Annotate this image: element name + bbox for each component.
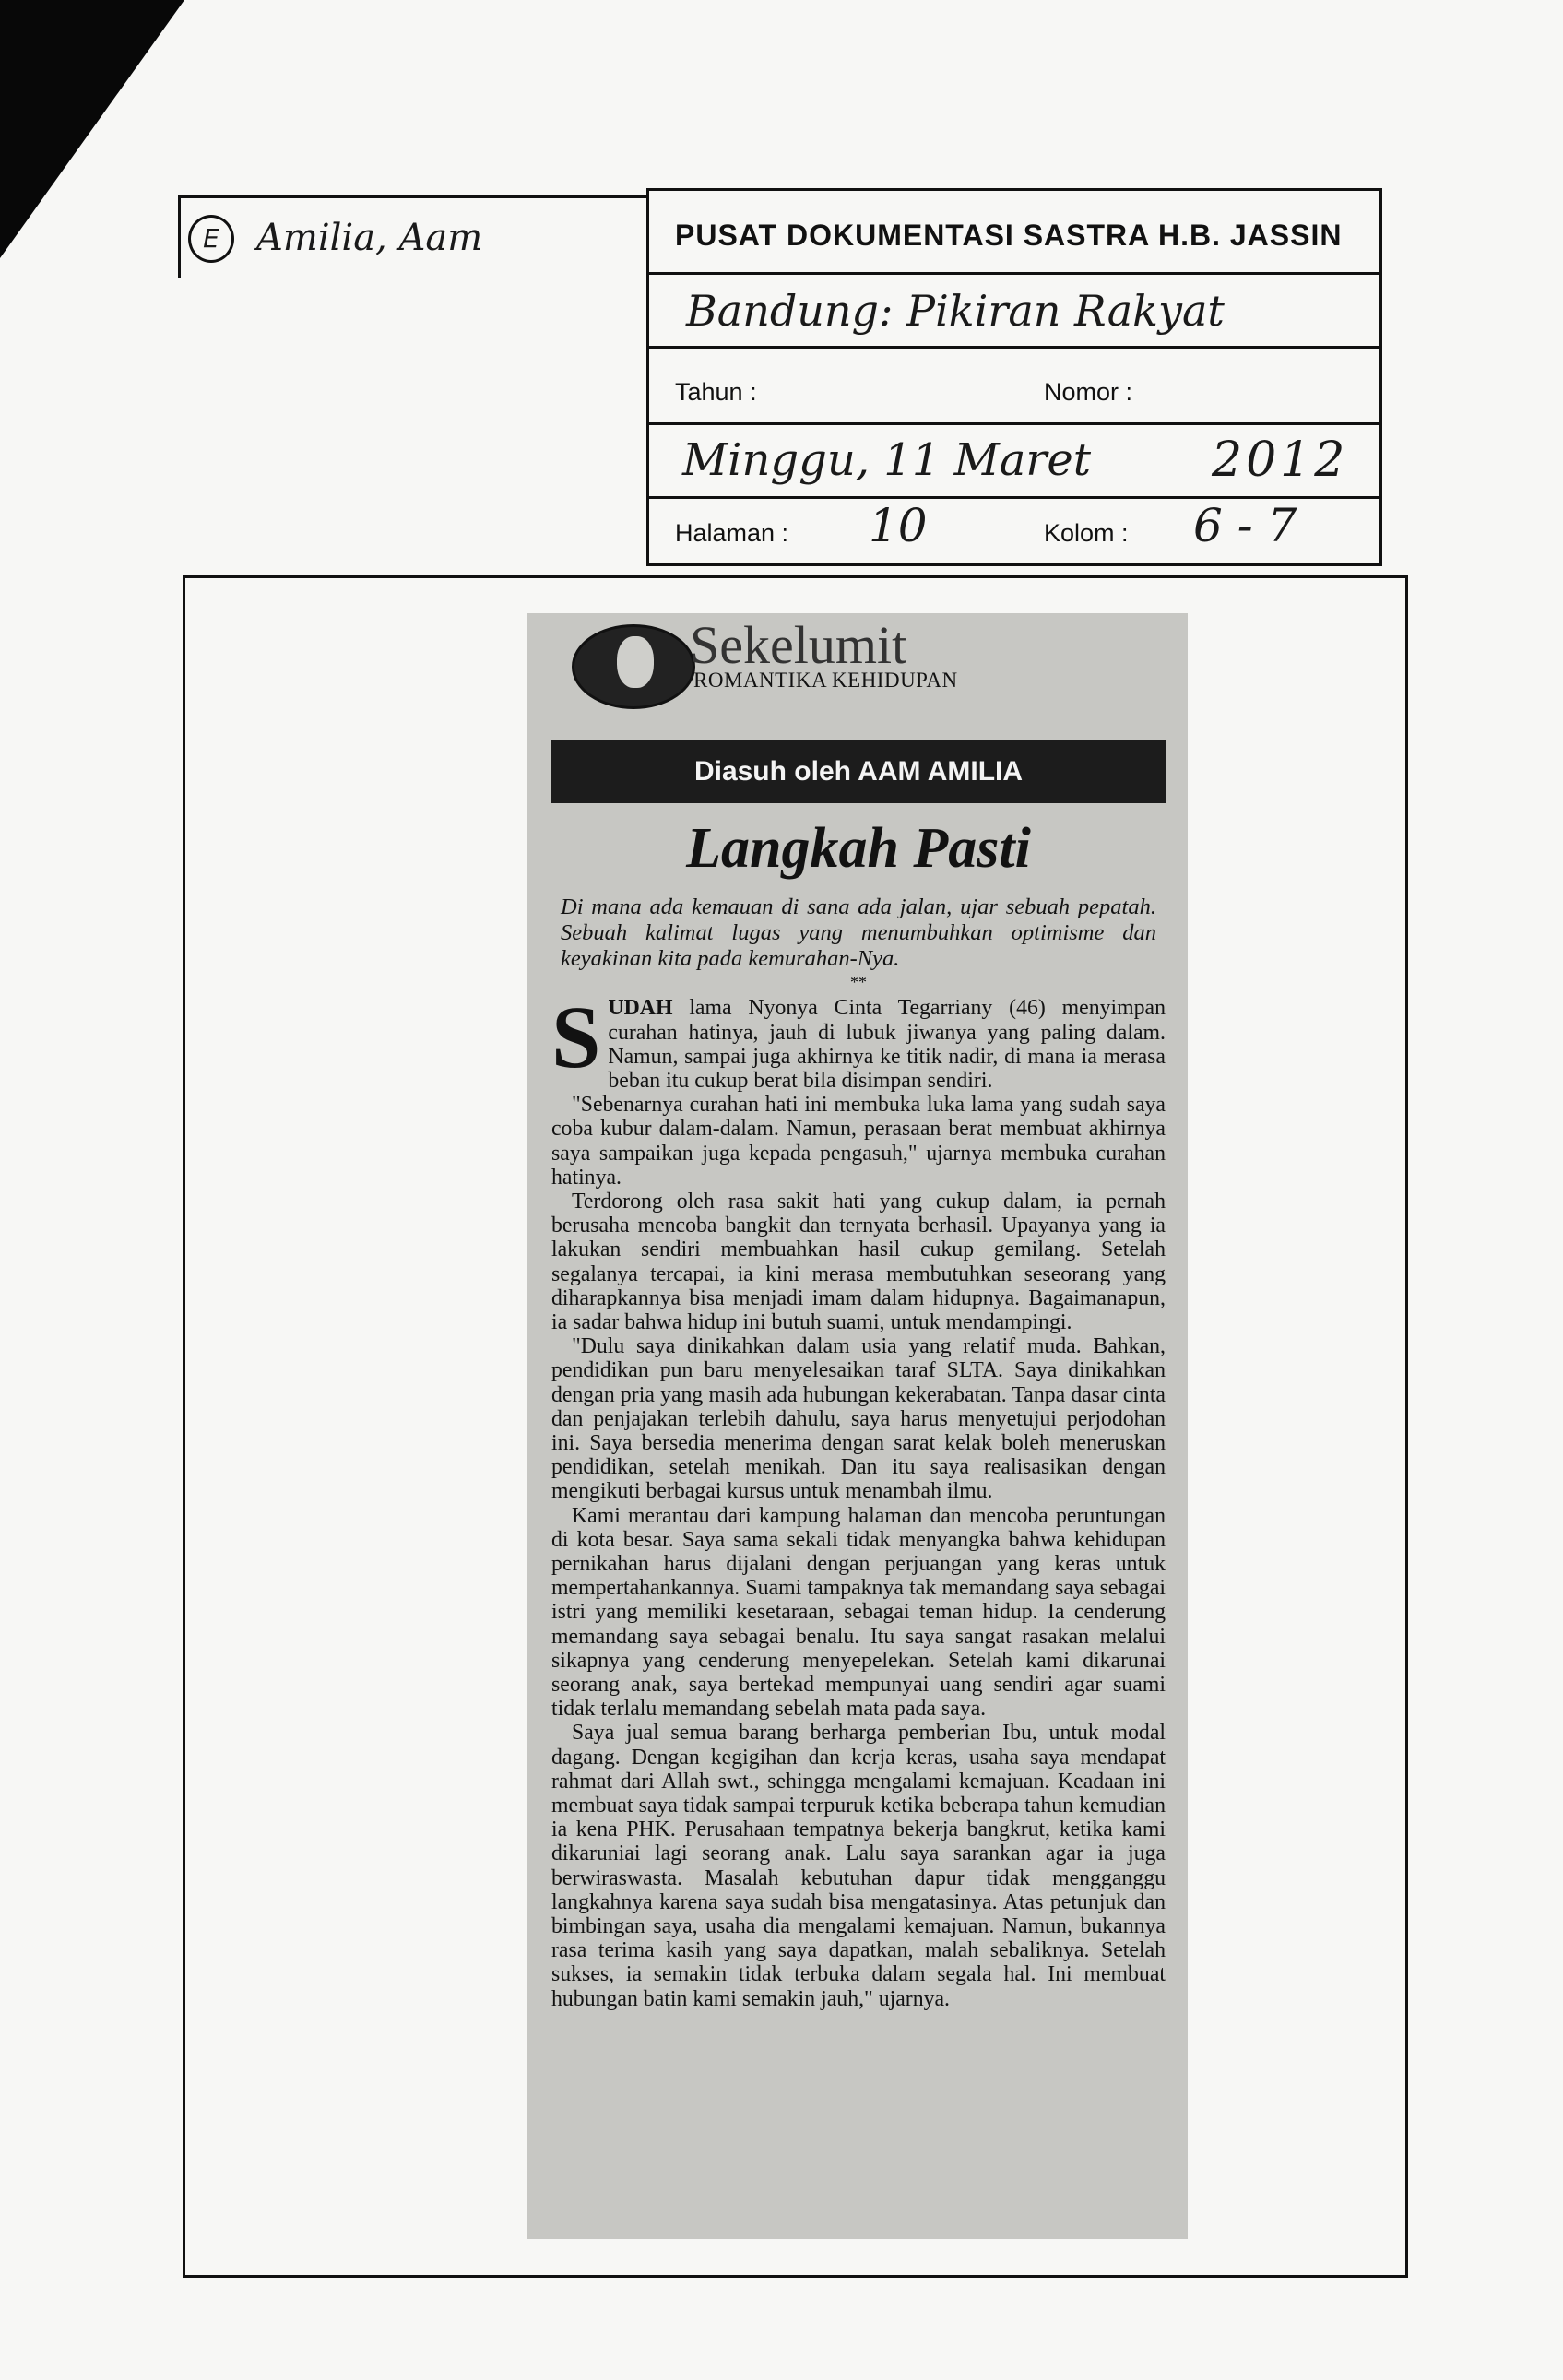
- newspaper-clipping: [527, 613, 1188, 2239]
- drop-cap: S: [551, 988, 601, 1087]
- column-masthead: [551, 613, 1166, 724]
- section-separator: **: [850, 973, 867, 992]
- form-row-date: [649, 425, 1379, 499]
- author-cell: [178, 195, 649, 278]
- form-row-title: [649, 191, 1379, 275]
- article-lead: Di mana ada kemauan di sana ada jalan, ujar sebuah pepatah. Sebuah kalimat lugas yang menumbuhkan optimisme dan keyakinan kita pada kemurahan-Nya.: [561, 894, 1156, 972]
- paragraph-4: "Dulu saya dinikahkan dalam usia yang relatif muda. Bahkan, pendidikan pun baru menyelesaikan taraf SLTA. Saya dinikahkan dengan pria yang masih ada hubungan kekerabatan. Tanpa dasar cinta dan penjajakan terlebih dahulu, saya harus menyetujui perjodohan ini. Saya bersedia menerima dengan sarat kelak boleh meneruskan pendidikan, setelah menikah. Dan itu saya realisasikan dengan mengikuti berbagai kursus untuk menambah ilmu.: [551, 1334, 1166, 1504]
- form-row-halaman-kolom: [649, 499, 1379, 563]
- paragraph-1: [551, 988, 1166, 1093]
- archive-title: PUSAT DOKUMENTASI SASTRA H.B. JASSIN: [675, 219, 1343, 252]
- handwritten-halaman: 10: [869, 499, 928, 552]
- editor-banner: Diasuh oleh AAM AMILIA: [551, 740, 1166, 803]
- paragraph-6: Saya jual semua barang berharga pemberian Ibu, untuk modal dagang. Dengan kegigihan dan kerja keras, usaha saya mendapat rahmat dari Allah swt., sehingga mengalami kemajuan. Keadaan ini membuat saya tidak sampai terpuruk ketika beberapa tahun kemudian ia kena PHK. Perusahaan tempatnya bekerja bangkrut, ketika kami dikaruniai lagi seorang anak. Lalu saya sarankan agar ia juga berwiraswasta. Masalah kebutuhan dapur tidak mengganggu langkahnya karena saya sudah bisa mengatasinya. Atas petunjuk dan bimbingan saya, usaha dia mengalami kemajuan. Namun, bukannya rasa terima kasih yang saya dapatkan, malah sebaliknya. Setelah sukses, ia semakin tidak terbuka dalam segala hal. Ini membuat hubungan batin kami semakin jauh," ujarnya.: [551, 1721, 1166, 2011]
- scan-corner-shadow: [0, 0, 184, 258]
- article-body: [551, 988, 1166, 2011]
- paragraph-2: "Sebenarnya curahan hati ini membuka luka lama yang sudah saya coba kubur dalam-dalam. Namun, perasaan berat membuat akhirnya saya sampaikan juga kepada pengasuh," ujarnya membuka curahan hatinya.: [551, 1093, 1166, 1190]
- masthead-subtitle: ROMANTIKA KEHIDUPAN: [693, 669, 958, 692]
- handwritten-publication: Bandung: Pikiran Rakyat: [686, 286, 1225, 336]
- paragraph-5: Kami merantau dari kampung halaman dan mencoba peruntungan di kota besar. Saya sama sekali tidak menyangka bahwa kehidupan pernikahan harus dijalani dengan perjuangan yang keras untuk mempertahankannya. Suami tampaknya tak memandang saya sebagai istri yang memiliki kesetaraan, sebagai teman hidup. Ia cenderung memandang saya sebagai benalu. Itu saya sangat rasakan melalui sikapnya yang cenderung menyepelekan. Setelah kami dikarunai seorang anak, saya bertekad mempunyai uang sendiri agar suami tidak terlalu memandang sebelah mata pada saya.: [551, 1503, 1166, 1722]
- paragraph-1-text: lama Nyonya Cinta Tegarriany (46) menyimpan curahan hatinya, jauh di lubuk jiwanya yang paling dalam. Namun, sampai juga akhirnya ke titik nadir, di mana ia merasa beban itu cukup berat bila disimpan sendiri.: [608, 996, 1166, 1093]
- kolom-label: Kolom :: [1044, 519, 1129, 547]
- first-word: UDAH: [608, 996, 673, 1021]
- handwritten-date: Minggu, 11 Maret: [682, 434, 1092, 486]
- article-headline: Langkah Pasti: [686, 817, 1031, 880]
- handwritten-author: Amilia, Aam: [256, 217, 483, 259]
- column-logo-icon: [572, 624, 695, 709]
- halaman-label: Halaman :: [675, 519, 789, 547]
- masthead-title: Sekelumit: [690, 615, 907, 675]
- documentation-form: [646, 188, 1382, 566]
- form-row-tahun-nomor: [649, 349, 1379, 425]
- nomor-label: Nomor :: [1044, 378, 1133, 406]
- category-mark: E: [188, 215, 234, 263]
- paragraph-3: Terdorong oleh rasa sakit hati yang cukup dalam, ia pernah berusaha mencoba bangkit dan ternyata berhasil. Upayanya yang ia lakukan sendiri membuahkan hasil cukup gemilang. Setelah segalanya tercapai, ia kini merasa membutuhkan seseorang yang diharapkannya bisa menjadi imam dalam hidupnya. Bagaimanapun, ia sadar bahwa hidup ini butuh suami, untuk mendampingi.: [551, 1189, 1166, 1334]
- tahun-label: Tahun :: [675, 378, 757, 406]
- form-row-publication: [649, 275, 1379, 349]
- handwritten-year: 2012: [1212, 432, 1349, 488]
- handwritten-kolom: 6 - 7: [1193, 499, 1297, 552]
